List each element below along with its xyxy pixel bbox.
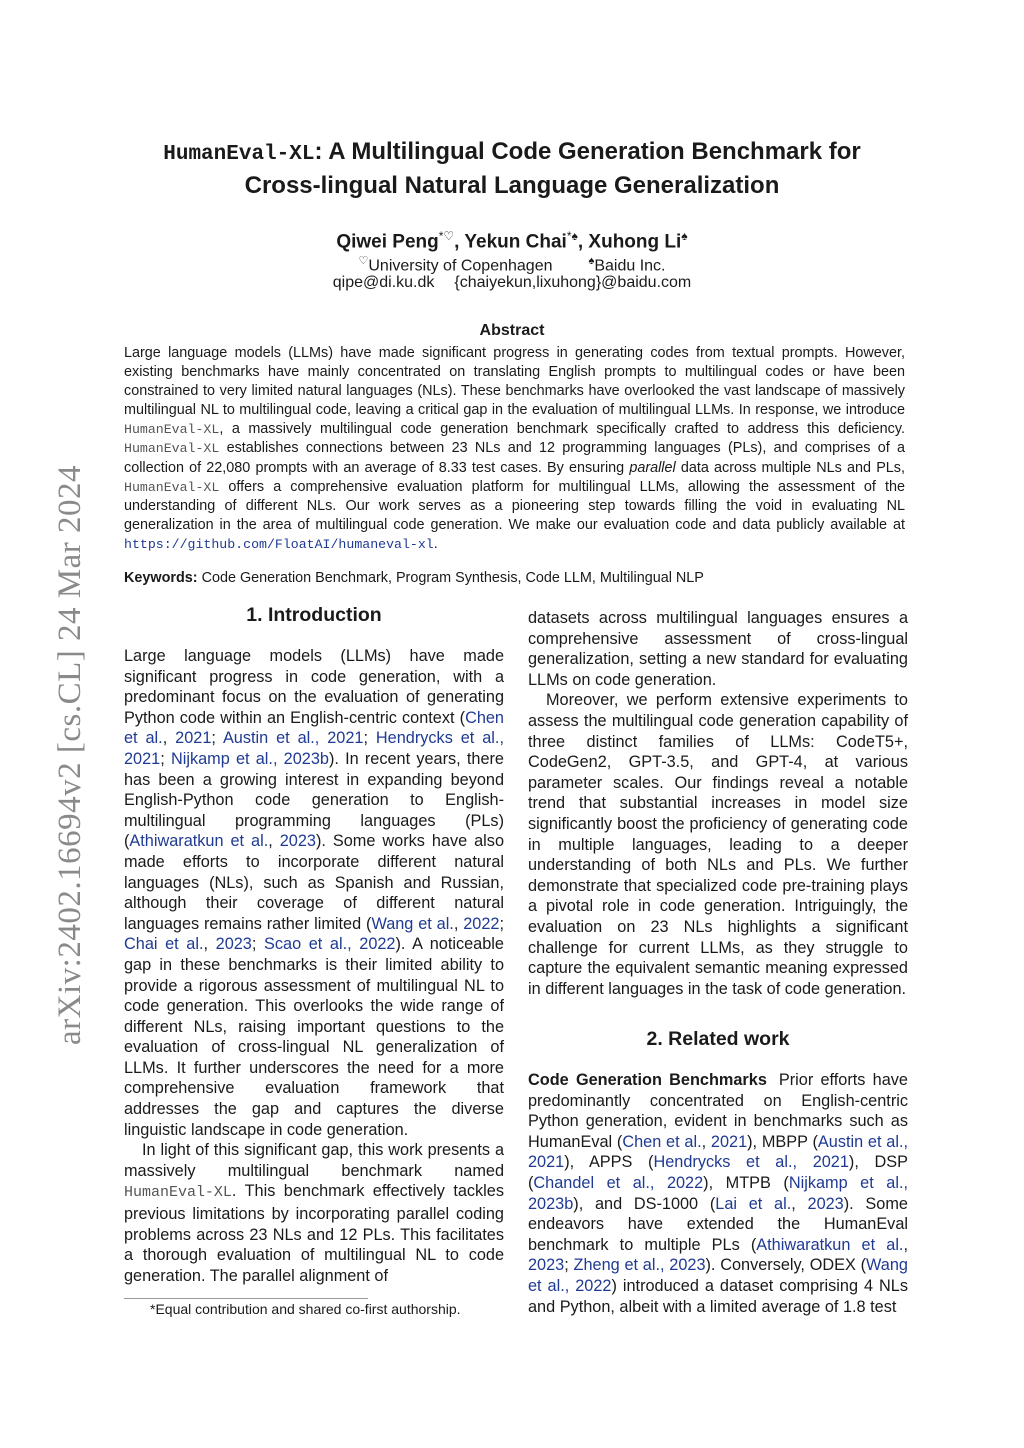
citation-link[interactable]: 2023 xyxy=(279,832,316,851)
right-paragraph-2: Moreover, we perform extensive experiments to assess the multilingual code generation capability of three distinct families of LLMs: CodeT5+, CodeGen2, GPT-3.5, and GPT-4, at various parameter scales. Our findings reveal a notable trend that substantial increases in model size significantly boost the proficiency of generating code in multiple languages, leading to a deeper understanding of both NLs and PLs. We further demonstrate that specialized code pre-training plays a pivotal role in code generation. Intriguingly, the evaluation on 23 NLs highlights a significant challenge for current LLMs, as they struggle to capture the equivalent semantic meaning expressed in different languages in the task of code generation. xyxy=(528,691,908,998)
citation-link[interactable]: Chai et al. xyxy=(124,935,204,954)
benchmark-name: HumanEval-XL xyxy=(124,1184,232,1202)
abstract-body xyxy=(124,344,905,554)
author-emails xyxy=(120,274,904,292)
citation-link[interactable]: Nijkamp et al., 2023b xyxy=(170,749,329,768)
affiliation: Baidu Inc. xyxy=(594,257,666,275)
keywords-text: Code Generation Benchmark, Program Synthesis, Code LLM, Multilingual NLP xyxy=(197,570,704,586)
right-paragraph-1: datasets across multilingual languages ensures a comprehensive assessment of cross-lingual generalization, setting a new standard for evaluating LLMs on code generation. xyxy=(528,609,908,689)
text: , xyxy=(453,914,464,933)
section-heading-introduction: 1. Introduction xyxy=(246,604,382,626)
affil-mark: ♠ xyxy=(588,255,595,267)
text: , xyxy=(162,729,176,748)
title-line-2: Cross-lingual Natural Language Generalization xyxy=(244,172,780,199)
text: ; xyxy=(160,749,171,768)
text: offers a comprehensive evaluation platform for multilingual LLMs, allowing the assessment of the understanding of different NLs. Our work serves as a pioneering step towards filling the void in evaluating NL generalization in the area of multilingual code generation. We make our evaluation code and data publicly available at xyxy=(124,478,905,533)
citation-link[interactable]: Scao et al., 2022 xyxy=(264,935,396,954)
text: , xyxy=(701,1132,711,1151)
text: Prior efforts have predominantly concentrated on English-centric Python generation, evident in benchmarks such as HumanEval ( xyxy=(528,1071,908,1151)
text: ). A noticeable gap in these benchmarks is their limited ability to provide a rigorous assessment of multilingual NL to code generation. This overlooks the wide range of different NLs, raising important questions to the evaluation of cross-lingual NL generalization of LLMs. It further underscores the need for a more comprehensive evaluation framework that addresses the gap and captures the diverse linguistic landscape in code generation. xyxy=(124,935,504,1139)
text: , xyxy=(791,1194,808,1213)
footnote-divider xyxy=(124,1298,368,1299)
citation-link[interactable]: Athiwaratkun et al. xyxy=(756,1235,904,1254)
text: ). In recent years, there has been a growing interest in expanding beyond English-Python code generation to English-multilingual programming languages (PLs) ( xyxy=(124,749,504,851)
author-mark: *♠ xyxy=(566,229,578,243)
citation-link[interactable]: Austin et al., 2021 xyxy=(222,729,364,748)
text: ), APPS ( xyxy=(564,1153,654,1172)
benchmark-name: HumanEval-XL xyxy=(124,422,220,438)
text: ; xyxy=(564,1256,574,1275)
text: ). Some endeavors have extended the HumanEval benchmark to multiple PLs ( xyxy=(528,1194,908,1254)
paragraph-heading: Code Generation Benchmarks xyxy=(528,1071,767,1089)
text: ), MTPB ( xyxy=(703,1173,789,1192)
citation-link[interactable]: Zheng et al., 2023 xyxy=(573,1256,706,1275)
author-name: Xuhong Li xyxy=(588,231,682,253)
citation-link[interactable]: 2022 xyxy=(463,914,500,933)
emphasis: parallel xyxy=(629,459,676,476)
citation-link[interactable]: Chen et al. xyxy=(622,1132,702,1151)
affiliation: University of Copenhagen xyxy=(368,257,553,275)
citation-link[interactable]: 2023 xyxy=(215,935,252,954)
citation-link[interactable]: 2023 xyxy=(807,1194,844,1213)
keywords-label: Keywords: xyxy=(124,570,198,586)
citation-link[interactable]: Athiwaratkun et al. xyxy=(129,832,269,851)
text: ; xyxy=(251,935,265,954)
author-mark: *♡ xyxy=(438,229,455,243)
separator: , xyxy=(577,231,589,253)
title-line-1: : A Multilingual Code Generation Benchmark for xyxy=(314,138,861,165)
text: , xyxy=(268,832,280,851)
benchmark-name: HumanEval-XL xyxy=(124,441,220,457)
separator: , xyxy=(454,231,465,253)
title-benchmark-name: HumanEval-XL xyxy=(163,143,315,166)
intro-paragraph-2 xyxy=(124,1140,504,1286)
author-mark: ♠ xyxy=(681,229,688,243)
citation-link[interactable]: Lai et al. xyxy=(715,1194,792,1213)
affil-mark: ♡ xyxy=(358,255,369,267)
text: . xyxy=(433,535,438,552)
text: Large language models (LLMs) have made significant progress in code generation, with a predominant focus on the evaluation of generating Python code within an English-centric context ( xyxy=(124,647,504,727)
email[interactable]: qipe@di.ku.dk xyxy=(332,274,435,291)
intro-paragraph-1 xyxy=(124,646,504,1140)
author-name: Qiwei Peng xyxy=(336,231,439,253)
text: establishes connections between 23 NLs and 12 programming languages (PLs), and comprises of a collection of 22,080 prompts with an average of 8.33 test cases. By ensuring xyxy=(124,440,905,476)
text: . This benchmark effectively tackles previous limitations by incorporating parallel coding problems across 23 NLs and 12 PLs. This facilitates a thorough evaluation of multilingual NL to code generation. The parallel alignment of xyxy=(124,1182,504,1285)
right-column xyxy=(528,608,908,999)
text: data across multiple NLs and PLs, xyxy=(675,459,905,476)
citation-link[interactable]: 2023 xyxy=(528,1256,565,1275)
citation-link[interactable]: Hendrycks et al., 2021 xyxy=(124,729,504,768)
text: ) introduced a dataset comprising 4 NLs and Python, albeit with a limited average of 1.8 test xyxy=(528,1276,908,1316)
email[interactable]: {chaiyekun,lixuhong}@baidu.com xyxy=(454,274,692,291)
github-link[interactable]: https://github.com/FloatAI/humaneval-xl xyxy=(124,536,434,552)
citation-link[interactable]: Austin et al., 2021 xyxy=(528,1132,908,1172)
benchmark-name: HumanEval-XL xyxy=(124,479,220,495)
author-name: Yekun Chai xyxy=(464,231,567,253)
text: ), MBPP ( xyxy=(747,1132,818,1151)
citation-link[interactable]: Wang et al., 2022 xyxy=(528,1256,908,1295)
paper-title xyxy=(120,136,904,201)
text: , xyxy=(203,935,216,954)
related-paragraph xyxy=(528,1070,908,1317)
section-heading-related-work: 2. Related work xyxy=(646,1028,790,1050)
abstract-heading: Abstract xyxy=(479,322,545,339)
author-list xyxy=(120,229,904,253)
text: ; xyxy=(211,729,223,748)
citation-link[interactable]: 2021 xyxy=(710,1132,748,1151)
text: ), DSP ( xyxy=(528,1153,909,1192)
text: ). Conversely, ODEX ( xyxy=(705,1256,867,1275)
citation-link[interactable]: Wang et al. xyxy=(371,914,454,933)
citation-link[interactable]: 2021 xyxy=(175,729,212,748)
text: ; xyxy=(363,729,376,748)
text: , xyxy=(903,1235,908,1254)
text: ), and DS-1000 ( xyxy=(573,1194,716,1213)
citation-link[interactable]: Hendrycks et al., 2021 xyxy=(653,1153,849,1172)
citation-link[interactable]: Chen et al. xyxy=(124,708,504,748)
text: Large language models (LLMs) have made significant progress in generating codes from textual prompts. However, existing benchmarks have mainly concentrated on translating English prompts to multilingual codes or have been constrained to very limited natural languages (NLs). These benchmarks have overlooked the vast landscape of massively multilingual NL to multilingual code, leaving a critical gap in the evaluation of multilingual LLMs. In response, we introduce xyxy=(124,345,905,419)
left-column xyxy=(124,646,504,1286)
text: , a massively multilingual code generation benchmark specifically crafted to address this deficiency. xyxy=(219,421,905,438)
keywords xyxy=(124,570,905,586)
affiliations xyxy=(120,254,904,275)
text: ; xyxy=(499,914,504,933)
arxiv-side-stamp: arXiv:2402.16694v2 [cs.CL] 24 Mar 2024 xyxy=(52,465,88,1045)
citation-link[interactable]: Nijkamp et al., 2023b xyxy=(528,1173,908,1213)
text: In light of this significant gap, this work presents a massively multilingual benchmark named xyxy=(124,1141,504,1180)
citation-link[interactable]: Chandel et al., 2022 xyxy=(533,1173,704,1192)
related-work-column xyxy=(528,1070,908,1317)
footnote: *Equal contribution and shared co-first authorship. xyxy=(150,1301,461,1317)
text: ). Some works have also made efforts to incorporate different natural languages (NLs), such as Spanish and Russian, although their coverage of different natural languages remains rather limited ( xyxy=(124,832,504,933)
